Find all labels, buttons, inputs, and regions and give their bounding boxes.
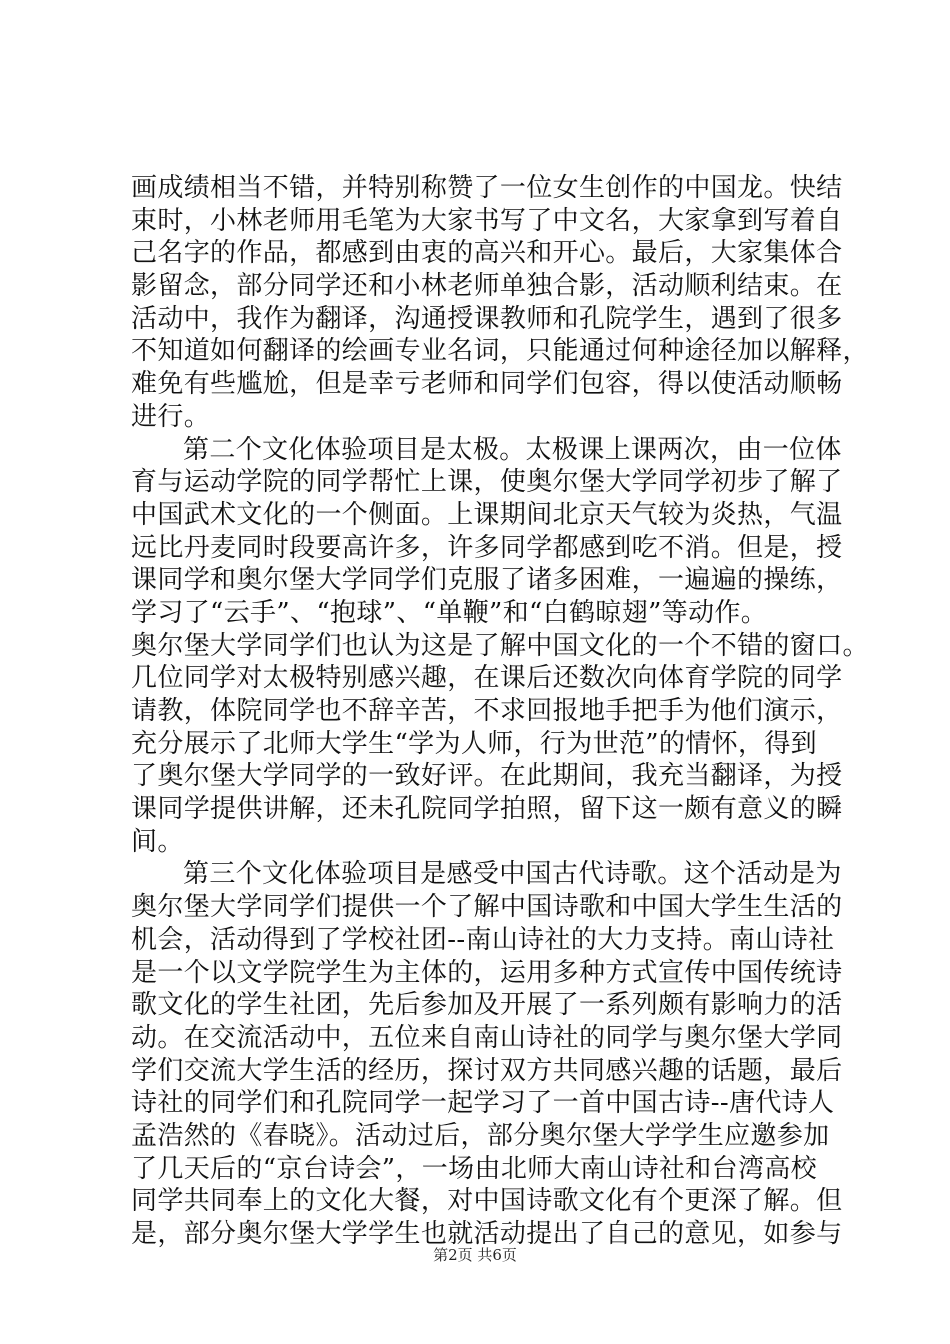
- text-line: 充分展示了北师大学生“学为人师，行为世范”的情怀，得到: [131, 728, 818, 759]
- text-line: 了几天后的“京台诗会”，一场由北师大南山诗社和台湾高校: [131, 1153, 818, 1184]
- text-line: 画成绩相当不错，并特别称赞了一位女生创作的中国龙。快结: [131, 173, 843, 203]
- text-line: 难免有些尴尬，但是幸亏老师和同学们包容，得以使活动顺畅: [131, 369, 843, 400]
- text-line: 几位同学对太极特别感兴趣，在课后还数次向体育学院的同学: [131, 663, 843, 694]
- page-number-footer: 第2页 共6页: [433, 1246, 517, 1264]
- text-line: 第二个文化体验项目是太极。太极课上课两次，由一位体: [183, 434, 842, 465]
- text-line: 不知道如何翻译的绘画专业名词，只能通过何种途径加以解释，: [131, 336, 869, 367]
- text-line: 活动中，我作为翻译，沟通授课教师和孔院学生，遇到了很多: [131, 303, 843, 334]
- text-line: 中国武术文化的一个侧面。上课期间北京天气较为炎热，气温: [131, 499, 843, 530]
- text-line: 第三个文化体验项目是感受中国古代诗歌。这个活动是为: [183, 859, 842, 890]
- text-line: 间。: [131, 826, 184, 857]
- text-line: 奥尔堡大学同学们也认为这是了解中国文化的一个不错的窗口。: [131, 630, 869, 661]
- text-line: 束时，小林老师用毛笔为大家书写了中文名，大家拿到写着自: [131, 205, 843, 236]
- text-line: 课同学提供讲解，还未孔院同学拍照，留下这一颇有意义的瞬: [131, 794, 843, 825]
- text-line: 请教，体院同学也不辞辛苦，不求回报地手把手为他们演示，: [131, 696, 843, 726]
- text-line: 机会，活动得到了学校社团--南山诗社的大力支持。南山诗社: [131, 924, 835, 955]
- text-line: 歌文化的学生社团，先后参加及开展了一系列颇有影响力的活: [131, 990, 843, 1021]
- text-line: 是，部分奥尔堡大学学生也就活动提出了自己的意见，如参与: [131, 1219, 843, 1249]
- text-line: 奥尔堡大学同学们提供一个了解中国诗歌和中国大学生生活的: [131, 892, 843, 923]
- text-line: 诗社的同学们和孔院同学一起学习了一首中国古诗--唐代诗人: [131, 1088, 835, 1119]
- text-line: 了奥尔堡大学同学的一致好评。在此期间，我充当翻译，为授: [131, 761, 843, 792]
- text-line: 是一个以文学院学生为主体的，运用多种方式宣传中国传统诗: [131, 957, 843, 988]
- text-line: 动。在交流活动中，五位来自南山诗社的同学与奥尔堡大学同: [131, 1022, 843, 1053]
- text-line: 远比丹麦同时段要高许多，许多同学都感到吃不消。但是，授: [131, 532, 843, 563]
- text-line: 育与运动学院的同学帮忙上课，使奥尔堡大学同学初步了解了: [131, 467, 843, 498]
- text-line: 进行。: [131, 401, 211, 432]
- text-line: 学们交流大学生活的经历，探讨双方共同感兴趣的话题，最后: [131, 1055, 843, 1086]
- text-line: 课同学和奥尔堡大学同学们克服了诸多困难，一遍遍的操练，: [131, 565, 843, 596]
- text-line: 孟浩然的《春晓》。活动过后，部分奥尔堡大学学生应邀参加: [131, 1120, 830, 1151]
- text-line: 影留念，部分同学还和小林老师单独合影，活动顺利结束。在: [131, 271, 843, 302]
- text-line: 同学共同奉上的文化大餐，对中国诗歌文化有个更深了解。但: [131, 1186, 843, 1217]
- document-body: [131, 172, 869, 1251]
- text-line: 己名字的作品，都感到由衷的高兴和开心。最后，大家集体合: [131, 238, 843, 269]
- text-line: 学习了“云手”、“抱球”、“单鞭”和“白鹤晾翅”等动作。: [131, 597, 768, 628]
